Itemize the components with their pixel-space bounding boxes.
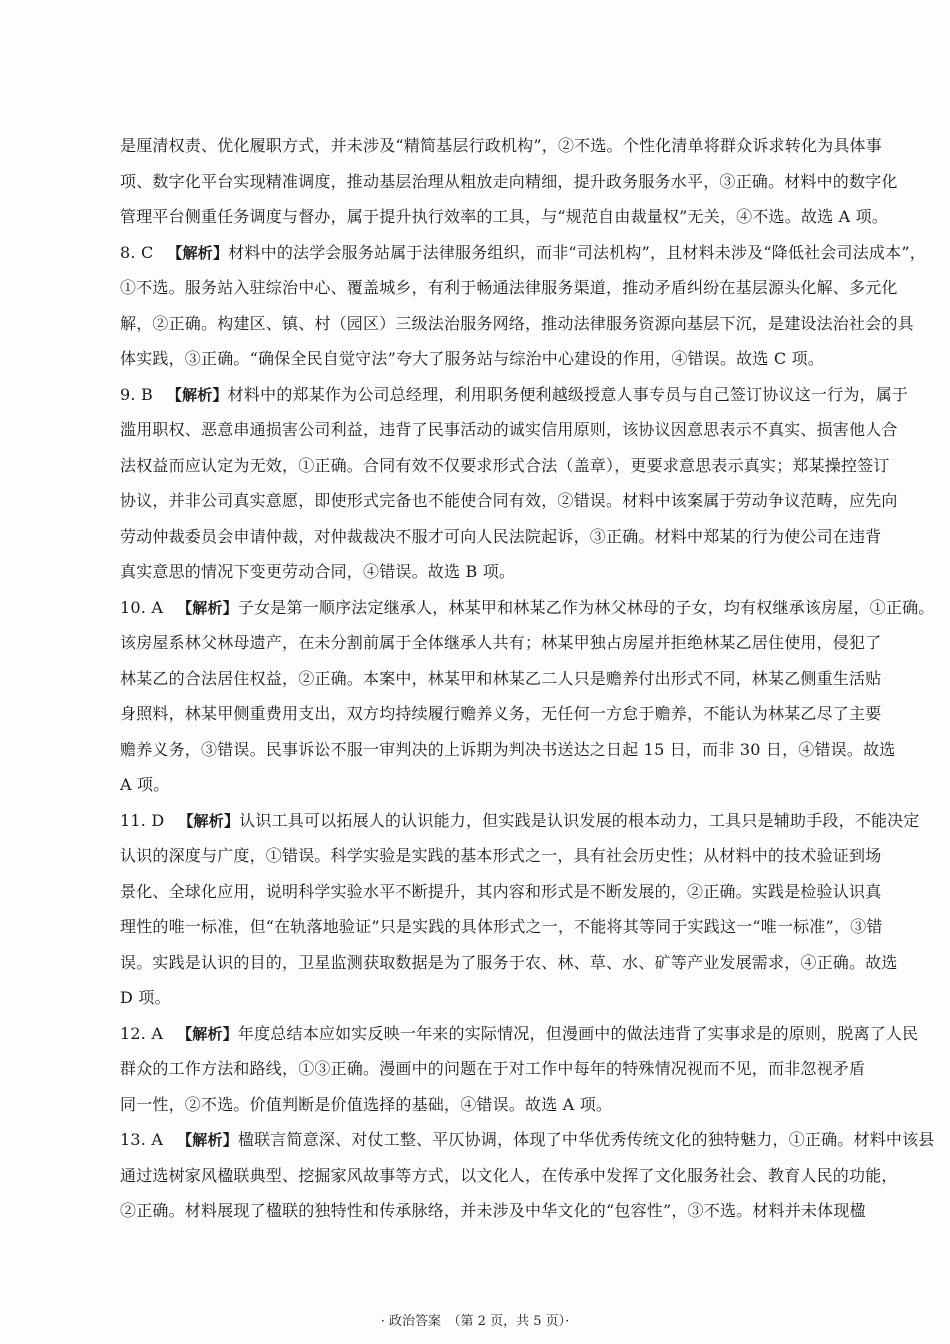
paragraph-line	[120, 341, 860, 377]
paragraph-line	[120, 838, 882, 874]
line-text: 年度总结本应如实反映一年来的实际情况，但漫画中的做法违背了实事求是的原则，脱离了人民	[237, 1023, 919, 1043]
line-text: 滥用职权、恶意串通损害公司利益，违背了民事活动的诚实信用原则，该协议因意思表示不真实、损害他人合	[120, 420, 898, 439]
paragraph-line	[120, 909, 883, 945]
paragraph-line	[120, 483, 898, 519]
line-text: 认识的深度与广度，①错误。科学实验是实践的基本形式之一，具有社会历史性；从材料中的技术验证到场	[120, 846, 882, 865]
paragraph-line	[120, 661, 882, 697]
answer-body	[120, 128, 935, 1229]
line-text: 体实践，③正确。“确保全民自觉守法”夸大了服务站与综治中心建设的作用，④错误。故选 C 项。	[120, 349, 824, 368]
line-text: 法权益而应认定为无效，①正确。合同有效不仅要求形式合法（盖章），更要求意思表示真实；郑某操控签订	[120, 455, 890, 475]
paragraph-line	[120, 1193, 866, 1229]
paragraph-line	[120, 306, 914, 342]
analysis-tag: 【解析】	[177, 598, 238, 617]
paragraph-line	[120, 945, 898, 981]
answer-item-line	[120, 1016, 919, 1052]
line-text: A 项。	[120, 775, 170, 794]
paragraph-line	[120, 128, 882, 164]
answer-item-line	[120, 1122, 935, 1158]
line-text: 材料中的法学会服务站属于法律服务组织，而非“司法机构”，且材料未涉及“降低社会司法成本”，	[228, 242, 926, 262]
analysis-tag: 【解析】	[178, 811, 240, 830]
line-text: 通过选树家风楹联典型、挖掘家风故事等方式，以文化人，在传承中发挥了文化服务社会、教育人民的功能，	[120, 1165, 898, 1185]
line-text: 认识工具可以拓展人的认识能力，但实践是认识发展的根本动力，工具只是辅助手段，不能决定	[239, 810, 920, 830]
question-number: 8. C	[120, 242, 154, 262]
line-text: 群众的工作方法和路线，①③正确。漫画中的问题在于对工作中每年的特殊情况视而不见，而非忽视矛盾	[120, 1059, 866, 1078]
line-text: 子女是第一顺序法定继承人，林某甲和林某乙作为林父林母的子女，均有权继承该房屋，①正确。	[237, 597, 935, 617]
paragraph-line	[120, 1051, 866, 1087]
paragraph-line	[120, 519, 882, 555]
analysis-tag: 【解析】	[177, 1024, 238, 1043]
line-text: 真实意思的情况下变更劳动合同，④错误。故选 B 项。	[120, 562, 516, 581]
question-number: 12. A	[120, 1023, 164, 1043]
line-text: 楹联言简意深、对仗工整、平仄协调，体现了中华优秀传统文化的独特魅力，①正确。材料中该县	[237, 1130, 935, 1149]
paragraph-line	[120, 412, 898, 448]
paragraph-line	[120, 199, 889, 235]
line-text: 解，②正确。构建区、镇、村（园区）三级法治服务网络，推动法律服务资源向基层下沉，是建设法治社会的具	[120, 313, 914, 333]
paragraph-line	[120, 1087, 860, 1123]
line-text: 误。实践是认识的目的，卫星监测获取数据是为了服务于农、林、草、水、矿等产业发展需求，④正确。故选	[120, 952, 898, 972]
line-text: 景化、全球化应用，说明科学实验水平不断提升，其内容和形式是不断发展的，②正确。实践是检验认识真	[120, 881, 882, 901]
line-text: 林某乙的合法居住权益，②正确。本案中，林某甲和林某乙二人只是赡养付出形式不同，林某乙侧重生活贴	[120, 668, 882, 688]
line-text: 材料中的郑某作为公司总经理，利用职务便利越级授意人事专员与自己签订协议这一行为，属于	[227, 384, 909, 404]
analysis-tag: 【解析】	[166, 385, 228, 404]
paragraph-line	[120, 696, 882, 732]
line-text: 该房屋系林父林母遗产，在未分割前属于全体继承人共有；林某甲独占房屋并拒绝林某乙居住使用，侵犯了	[120, 633, 882, 652]
line-text: D 项。	[120, 988, 171, 1007]
line-text: 身照料，林某甲侧重费用支出，双方均持续履行赡养义务，无任何一方怠于赡养，不能认为林某乙尽了主要	[120, 704, 882, 723]
answer-item-line	[120, 377, 909, 413]
question-number: 9. B	[120, 384, 153, 404]
line-text: ①不选。服务站入驻综治中心、覆盖城乡，有利于畅通法律服务渠道，推动矛盾纠纷在基层源头化解、多元化	[120, 278, 898, 297]
line-text: 是厘清权责、优化履职方式，并未涉及“精简基层行政机构”，②不选。个性化清单将群众诉求转化为具体事	[120, 136, 882, 155]
paragraph-line	[120, 448, 890, 484]
analysis-tag: 【解析】	[167, 243, 229, 262]
paragraph-line	[120, 1158, 898, 1194]
paragraph-line	[120, 980, 860, 1016]
paragraph-line	[120, 767, 860, 803]
answer-item-line	[120, 803, 920, 839]
line-text: 管理平台侧重任务调度与督办，属于提升执行效率的工具，与“规范自由裁量权”无关，④不选。故选 A 项。	[120, 207, 889, 226]
paragraph-line	[120, 164, 898, 200]
paragraph-line	[120, 625, 882, 661]
paragraph-line	[120, 732, 896, 768]
question-number: 10. A	[120, 597, 164, 617]
line-text: 协议，并非公司真实意愿，即使形式完备也不能使合同有效，②错误。材料中该案属于劳动争议范畴，应先向	[120, 491, 898, 510]
page-footer: · 政治答案 （第 2 页，共 5 页）·	[380, 1314, 570, 1329]
question-number: 13. A	[120, 1130, 164, 1149]
answer-item-line	[120, 235, 926, 271]
line-text: 理性的唯一标准，但“在轨落地验证”只是实践的具体形式之一，不能将其等同于实践这一“唯一标准”，③错	[120, 917, 883, 936]
paragraph-line	[120, 270, 898, 306]
analysis-tag: 【解析】	[177, 1131, 238, 1149]
paragraph-line	[120, 554, 860, 590]
line-text: 赡养义务，③错误。民事诉讼不服一审判决的上诉期为判决书送达之日起 15 日，而非 30 日，④错误。故选	[120, 739, 896, 759]
paragraph-line	[120, 874, 882, 910]
line-text: 项、数字化平台实现精准调度，推动基层治理从粗放走向精细，提升政务服务水平，③正确。材料中的数字化	[120, 171, 898, 191]
question-number: 11. D	[120, 810, 165, 830]
line-text: 同一性，②不选。价值判断是价值选择的基础，④错误。故选 A 项。	[120, 1094, 613, 1114]
answer-item-line	[120, 590, 935, 626]
line-text: ②正确。材料展现了楹联的独特性和传承脉络，并未涉及中华文化的“包容性”，③不选。材料并未体现楹	[120, 1201, 866, 1220]
line-text: 劳动仲裁委员会申请仲裁，对仲裁裁决不服才可向人民法院起诉，③正确。材料中郑某的行为使公司在违背	[120, 526, 882, 546]
